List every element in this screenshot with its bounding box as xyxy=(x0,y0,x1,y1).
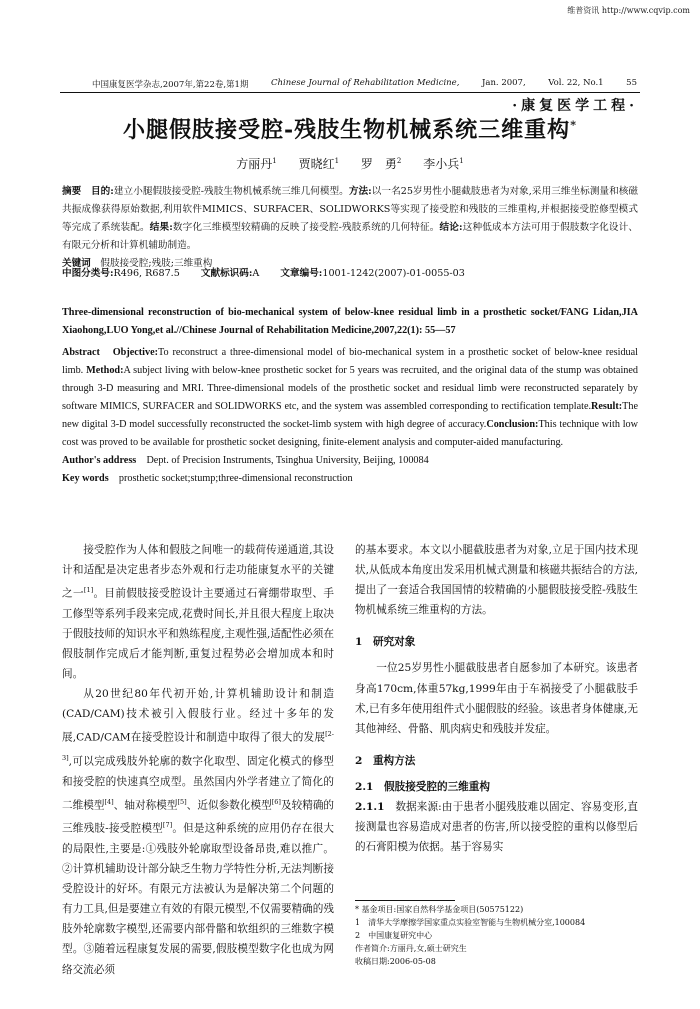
classification-line: 中图分类号:R496, R687.5 文献标识码:A 文章编号:1001-1242(2007)-01-0055-03 xyxy=(62,268,465,279)
volume: Vol. 22, No.1 xyxy=(548,78,604,88)
author: 贾晓红$^1$ xyxy=(298,157,340,171)
header-rule xyxy=(60,92,640,93)
body-column-right xyxy=(355,540,638,857)
paragraph: 2.1.1 数据来源:由于患者小腿残肢难以固定、容易变形,直接测量也容易造成对患者的伤害,所以接受腔的重构以修型后的石膏阳模为依据。基于容易实 xyxy=(355,801,638,854)
author-address: Author's address Dept. of Precision Instruments, Tsinghua University, Beijing, 100084 xyxy=(62,455,429,466)
article-title xyxy=(0,113,700,144)
issue-date: Jan. 2007, xyxy=(481,78,526,88)
running-header xyxy=(92,78,637,90)
body-column-left xyxy=(62,540,334,980)
english-abstract: Three-dimensional reconstruction of bio-mechanical system of below-knee residual limb in a prosthetic socket/FANG Lidan,JIA Xiaohong,LUO Yong,et al.//Chinese Journal of Rehabilitation Medicine,2007,22(1): 55—57 Abstract Objective:To reconstruct a three-dimensional model of bio-mechanical system in a prosthetic socket of below-knee residual limb. Method:A subject living with below-knee prosthetic socket for 5 years was recruited, and the original data of the stump was obtained through 3-D measuring and MRI. Three-dimensional models of the prosthetic socket and residual limb were reconstructed separately by software MIMICS, SURFACER and SOLIDWORKS etc, and the system was assembled corresponding to rectification template.Result:The new digital 3-D model successfully reconstructed the socket-limb system with high degree of accuracy.Conclusion:This technique with low cost was proved to be available for prosthetic socket designing, finite-element analysis and computer-aided manufacturing. Author's address Dept. of Precision Instruments, Tsinghua University, Beijing, 100084 Key words prosthetic socket;stump;three-dimensional reconstruction xyxy=(62,304,638,488)
watermark: 维普资讯 http://www.cqvip.com xyxy=(567,6,690,15)
footnote: 收稿日期:2006-05-08 xyxy=(355,957,436,966)
footnote: * 基金项目:国家自然科学基金项目(50575122) xyxy=(355,905,524,914)
journal-zh: 中国康复医学杂志,2007年,第22卷,第1期 xyxy=(92,80,249,90)
author: 李小兵$^1$ xyxy=(423,157,464,171)
section-heading: 2 重构方法 xyxy=(355,754,416,767)
subsection-heading: 2.1 假肢接受腔的三维重构 xyxy=(355,780,490,793)
paragraph: 一位25岁男性小腿截肢患者自愿参加了本研究。该患者身高170cm,体重57kg,1999年由于车祸接受了小腿截肢手术,已有多年使用组件式小腿假肢的经验。该患者身体健康,无其他神经、骨骼、肌肉病史和残肢并发症。 xyxy=(355,662,638,735)
footnote: 作者简介:方丽丹,女,硕士研究生 xyxy=(355,944,467,953)
footnote-rule xyxy=(355,900,455,901)
keywords-zh: 假肢接受腔;残肢;三维重构 xyxy=(100,258,213,269)
title-footnote-mark: * xyxy=(570,118,577,132)
english-title: Three-dimensional reconstruction of bio-mechanical system of below-knee residual limb in a prosthetic socket/FANG Lidan,JIA Xiaohong,LUO Yong,et al.//Chinese Journal of Rehabilitation Medicine,2007,22(1): 55—57 xyxy=(62,307,638,336)
title-text: 小腿假肢接受腔-残肢生物机械系统三维重构 xyxy=(123,117,571,143)
paragraph: 从20世纪80年代初开始,计算机辅助设计和制造(CAD/CAM)技术被引入假肢行业。经过十多年的发展,CAD/CAM在接受腔设计和制造中取得了很大的发展[2-3],可以完成残肢外轮廓的数字化取型、固定化模式的修型和接受腔的快速真空成型。虽然国内外学者建立了简化的二维模型[4]、轴对称模型[5]、近似参数化模型[6]及较精确的三维残肢-接受腔模型[7]。但是这种系统的应用仍存在很大的局限性,主要是:①残肢外轮廓取型设备昂贵,难以推广。②计算机辅助设计部分缺乏生物力学特性分析,无法判断接受腔设计的好坏。有限元方法被认为是解决第二个问题的有力工具,但是要建立有效的有限元模型,不仅需要精确的残肢外轮廓数字模型,还需要内部骨骼和软组织的三维数字模型。③随着远程康复发展的需要,假肢模型数字化也成为网络交流必须 xyxy=(62,688,335,976)
abstract-zh: 摘要 目的:建立小腿假肢接受腔-残肢生物机械系统三维几何模型。方法:以一名25岁男性小腿截肢患者为对象,采用三维坐标测量和核磁共振成像获得原始数据,利用软件MIMICS、SURFACER、SOLIDWORKS等实现了接受腔和残肢的三维重构,并根据接受腔修型模式等完成了系统装配。结果:数字化三维模型较精确的反映了接受腔-残肢系统的几何特征。结论:这种低成本方法可用于假肢数字化设计、有限元分析和计算机辅助制造。 关键词 假肢接受腔;残肢;三维重构 xyxy=(62,186,639,269)
paragraph: 的基本要求。本文以小腿截肢患者为对象,立足于国内技术现状,从低成本角度出发采用机械式测量和核磁共振结合的方法,提出了一套适合我国国情的较精确的小腿假肢接受腔-残肢生物机械系统三维重构的方法。 xyxy=(355,544,638,617)
footnote: 1 清华大学摩擦学国家重点实验室智能与生物机械分室,100084 xyxy=(355,918,586,927)
paragraph: 接受腔作为人体和假肢之间唯一的载荷传递通道,其设计和适配是决定患者步态外观和行走功能康复水平的关键之一[1]。目前假肢接受腔设计主要通过石膏绷带取型、手工修型等系列手段来完成,花费时间长,并且很大程度上取决于假肢技师的知识水平和熟练程度,主观性强,适配性必须在假肢制作完成后才能判断,重复过程势必会增加成本和时间。 xyxy=(62,544,335,681)
author-list xyxy=(0,155,700,172)
column-tag: ·康复医学工程· xyxy=(512,98,638,114)
section-heading: 1 研究对象 xyxy=(355,636,416,649)
author: 方丽丹$^1$ xyxy=(236,157,277,171)
author: 罗 勇$^2$ xyxy=(360,157,402,171)
keywords-label: 关键词 xyxy=(62,258,91,269)
page-number: 55 xyxy=(626,78,637,88)
english-keywords: Key words prosthetic socket;stump;three-dimensional reconstruction xyxy=(62,473,353,484)
footnote: 2 中国康复研究中心 xyxy=(355,931,433,940)
journal-en: Chinese Journal of Rehabilitation Medicine, xyxy=(271,78,460,88)
footnotes xyxy=(355,903,640,968)
